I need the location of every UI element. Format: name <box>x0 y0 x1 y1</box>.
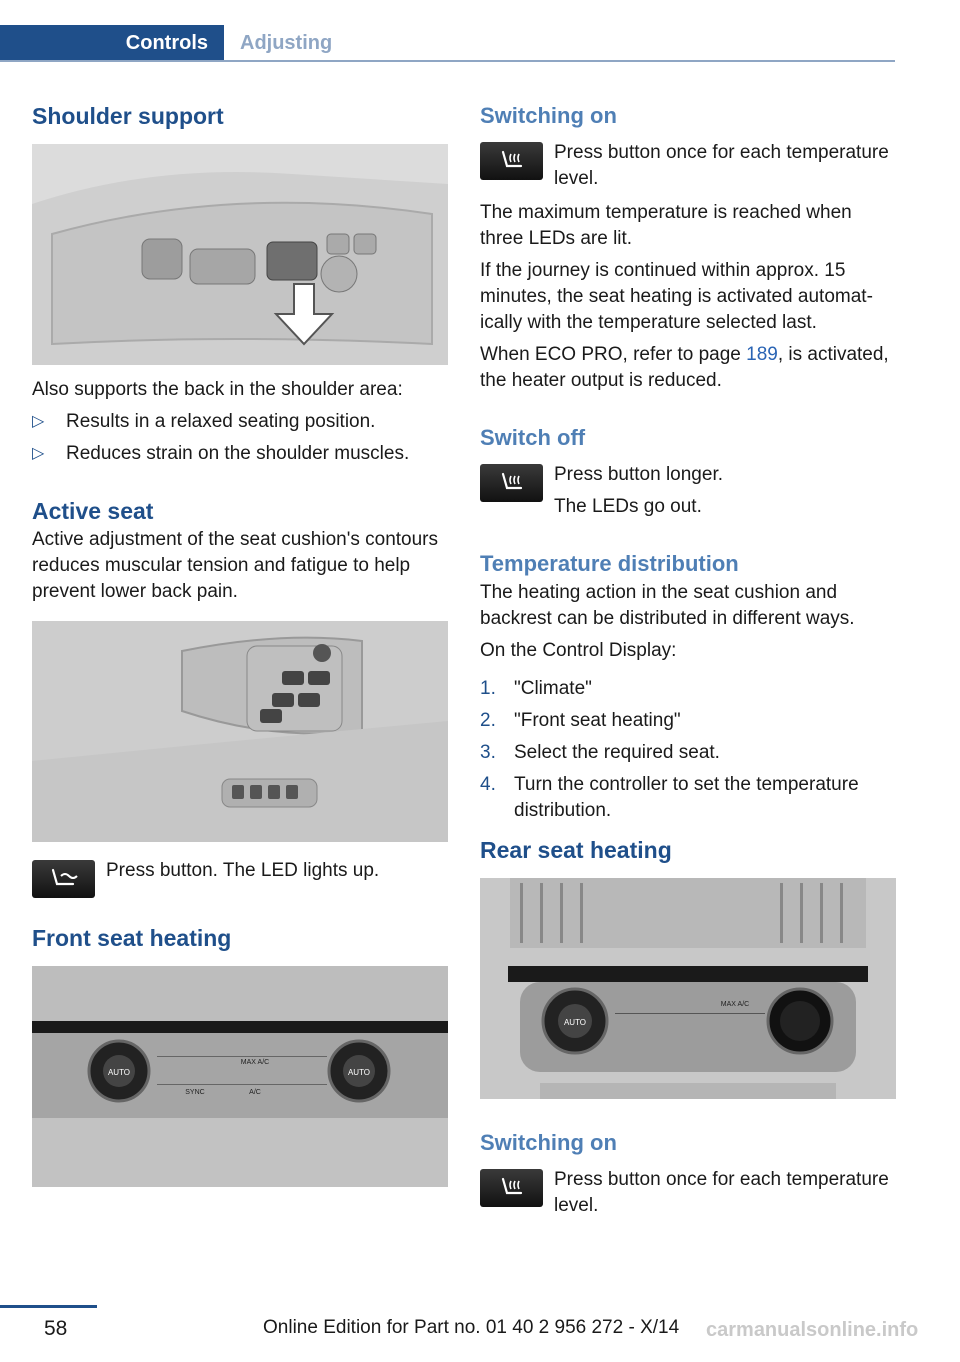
rear-switching-on-description: Press button once for each temperature level. <box>554 1169 889 1216</box>
front-climate-panel-photo <box>32 966 448 1187</box>
shoulder-bullets <box>32 409 448 467</box>
shoulder-support-intro: Also supports the back in the shoulder area: <box>32 379 403 400</box>
active-seat-button-row <box>32 858 448 898</box>
temperature-distribution-text: The heating action in the seat cushion and backrest can be distributed in different ways. <box>480 582 855 629</box>
max-ac-label: MAX A/C <box>240 1059 270 1066</box>
control-display-steps <box>480 676 896 824</box>
max-temperature-text: The maximum temperature is reached when three LEDs are lit. <box>480 202 852 249</box>
climate-panel-illustration <box>32 966 448 1187</box>
active-seat-heading: Active seat <box>32 498 154 524</box>
page-header <box>0 0 895 62</box>
triangle-bullet-icon: ▷ <box>32 413 45 430</box>
list-item: ▷ Reduces strain on the shoulder muscles. <box>32 441 448 467</box>
footer-accent-line <box>0 1305 97 1308</box>
rear-seat-heating-heading: Rear seat heating <box>480 837 672 863</box>
rear-seat-heating-button-icon <box>480 1169 543 1207</box>
rear-climate-panel-photo <box>480 878 896 1099</box>
active-seat-button-icon <box>32 860 95 898</box>
triangle-bullet-icon: ▷ <box>32 445 45 462</box>
switching-on-row <box>480 140 896 192</box>
tab-adjusting[interactable]: Adjusting <box>240 32 333 54</box>
list-item: 2. "Front seat heating" <box>480 710 681 731</box>
journey-text: If the journey is continued within approx. 15 minutes, the seat heating is activated automatically with the temperature selected last. <box>480 260 873 333</box>
sync-label: SYNC <box>185 1089 205 1096</box>
edition-text: Online Edition for Part no. 01 40 2 956 272 - X/14 <box>263 1317 680 1338</box>
switching-on-description: Press button once for each temperature level. <box>554 142 889 189</box>
header-divider <box>0 60 895 62</box>
control-display-text: On the Control Display: <box>480 640 677 661</box>
seat-heat-icon <box>495 470 529 496</box>
auto-label-left: AUTO <box>107 1068 131 1077</box>
switch-off-description: Press button longer. The LEDs go out. <box>554 464 723 517</box>
switching-on-heading: Switching on <box>480 103 617 128</box>
door-panel-illustration <box>32 621 448 842</box>
rear-switching-on-heading: Switching on <box>480 1130 617 1155</box>
list-item: 1. "Climate" <box>480 678 592 699</box>
list-item: 3. Select the required seat. <box>480 742 720 763</box>
seat-heating-button-icon <box>480 464 543 502</box>
temperature-distribution-heading: Temperature distribution <box>480 551 739 576</box>
front-seat-heating-heading: Front seat heating <box>32 925 232 951</box>
seat-heat-icon <box>495 1175 529 1201</box>
shoulder-support-photo <box>32 144 448 365</box>
auto-label-right: AUTO <box>347 1068 371 1077</box>
ac-label: A/C <box>249 1089 261 1096</box>
left-column <box>32 100 448 1187</box>
seat-wave-icon <box>47 866 81 892</box>
watermark: carmanualsonline.info <box>706 1319 919 1341</box>
active-seat-photo <box>32 621 448 842</box>
tab-controls[interactable]: Controls <box>0 25 224 62</box>
rear-switching-on-row <box>480 1167 896 1219</box>
seat-heat-icon <box>495 148 529 174</box>
seat-controls-illustration <box>32 144 448 365</box>
rear-climate-illustration <box>480 878 896 1099</box>
shoulder-support-heading: Shoulder support <box>32 103 224 129</box>
page-link[interactable]: 189 <box>746 344 778 365</box>
page-number: 58 <box>44 1317 68 1340</box>
switch-off-row <box>480 462 896 520</box>
page-footer <box>0 1305 960 1362</box>
active-seat-text: Active adjustment of the seat cushion's contours reduces muscular tension and fatigue to help prevent lower back pain. <box>32 529 439 602</box>
active-seat-button-description: Press button. The LED lights up. <box>106 860 380 881</box>
list-item: 4. Turn the controller to set the temperature distribution. <box>480 774 859 821</box>
eco-pro-text: When ECO PRO, refer to page 189, is activated, the heater output is reduced. <box>480 344 889 391</box>
list-item: ▷ Results in a relaxed seating position. <box>32 409 448 435</box>
rear-max-ac-label: MAX A/C <box>720 1001 750 1008</box>
rear-auto-label: AUTO <box>563 1018 587 1027</box>
right-column <box>480 100 896 1219</box>
switch-off-heading: Switch off <box>480 425 586 450</box>
seat-heating-button-icon <box>480 142 543 180</box>
